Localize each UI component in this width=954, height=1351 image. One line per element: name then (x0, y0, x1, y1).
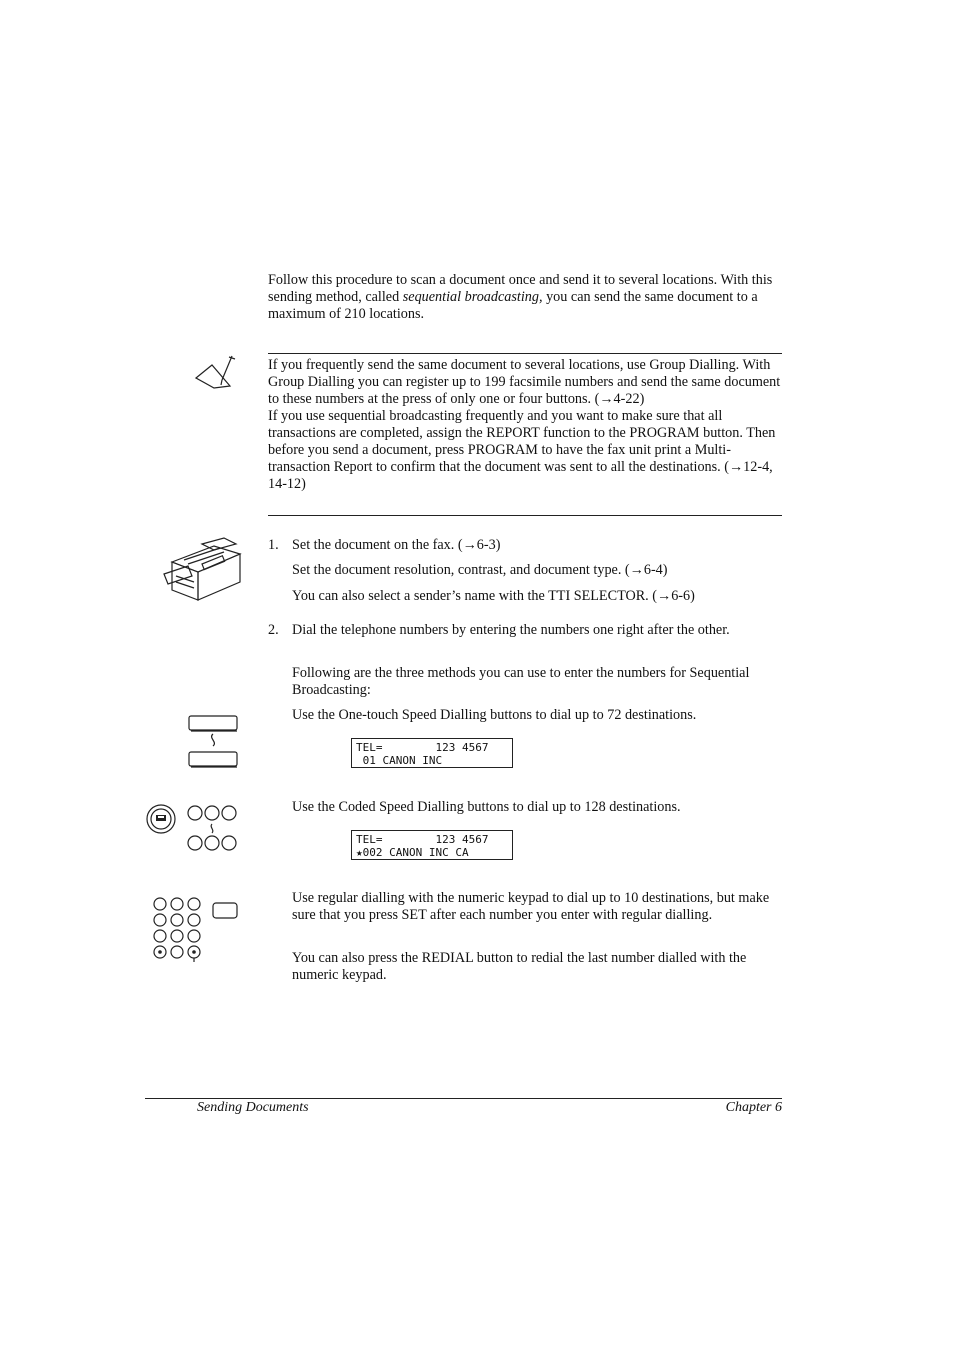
lcd-line-2: 01 CANON INC (356, 754, 443, 767)
lcd-line-2: ★002 CANON INC CA (356, 846, 469, 859)
note-top-rule (268, 353, 782, 354)
one-touch-lcd-display (351, 738, 513, 768)
note-bottom-rule (268, 515, 782, 516)
coded-dial-button-icon (146, 803, 178, 835)
lcd-line-1: TEL= 123 4567 (356, 833, 489, 846)
note-paragraph-2: If you use sequential broadcasting frequently and you want to make sure that all transactions are completed, assign the REPORT function to the PROGRAM button. Then before you send a document, press PROGRAM to have the fax unit print a Multi-transaction Report to confirm that the document was sent to all the destinations. (→12-4, 14-12) (268, 408, 776, 492)
fax-machine-icon (162, 536, 242, 604)
step-2-number: 2. (268, 622, 279, 638)
step-2-text: Dial the telephone numbers by entering the numbers one right after the other. (292, 622, 730, 638)
intro-text-part1: Follow this procedure to scan a document once and send it to several locations. With this sending method, called (268, 272, 773, 305)
intro-text-part2: you can send the same document to a maximum of 210 locations. (268, 289, 758, 322)
one-touch-buttons-icon (186, 714, 240, 772)
one-touch-text: Use the One-touch Speed Dialling buttons to dial up to 72 destinations. (292, 707, 697, 723)
step-1-text: Set the document on the fax. (→6-3) (292, 537, 501, 553)
coded-text: Use the Coded Speed Dialling buttons to dial up to 128 destinations. (292, 799, 681, 815)
note-paragraph-1: If you frequently send the same document to several locations, use Group Dialling. With Group Dialling you can register up to 199 facsimile numbers and send the same document to these numbers at the press of only one or four buttons. (→4-22) (268, 357, 781, 407)
regular-sub: You can also press the REDIAL button to redial the last number dialled with the numeric keypad. (292, 950, 747, 983)
step-1-sub1: Set the document resolution, contrast, and document type. (→6-4) (292, 562, 668, 578)
regular-text: Use regular dialling with the numeric keypad to dial up to 10 destinations, but make sure that you press SET after each number you enter with regular dialling. (292, 890, 770, 923)
footer-section-title: Sending Documents (197, 1100, 309, 1115)
lcd-line-1: TEL= 123 4567 (356, 741, 489, 754)
footer-rule (145, 1098, 782, 1099)
intro-paragraph (268, 272, 778, 323)
note-pencil-icon (194, 354, 238, 394)
note-block (268, 357, 782, 493)
intro-emphasis: sequential broadcasting, (402, 289, 543, 305)
step-1-sub2: You can also select a sender’s name with the TTI SELECTOR. (→6-6) (292, 588, 695, 604)
step-2-sub1: Following are the three methods you can use to enter the numbers for Sequential Broadcasting: (292, 665, 750, 698)
footer-chapter: Chapter 6 (725, 1100, 782, 1115)
coded-speed-buttons-icon (186, 805, 240, 853)
numeric-keypad-icon (148, 895, 244, 965)
coded-lcd-display (351, 830, 513, 860)
step-1-number: 1. (268, 537, 279, 553)
